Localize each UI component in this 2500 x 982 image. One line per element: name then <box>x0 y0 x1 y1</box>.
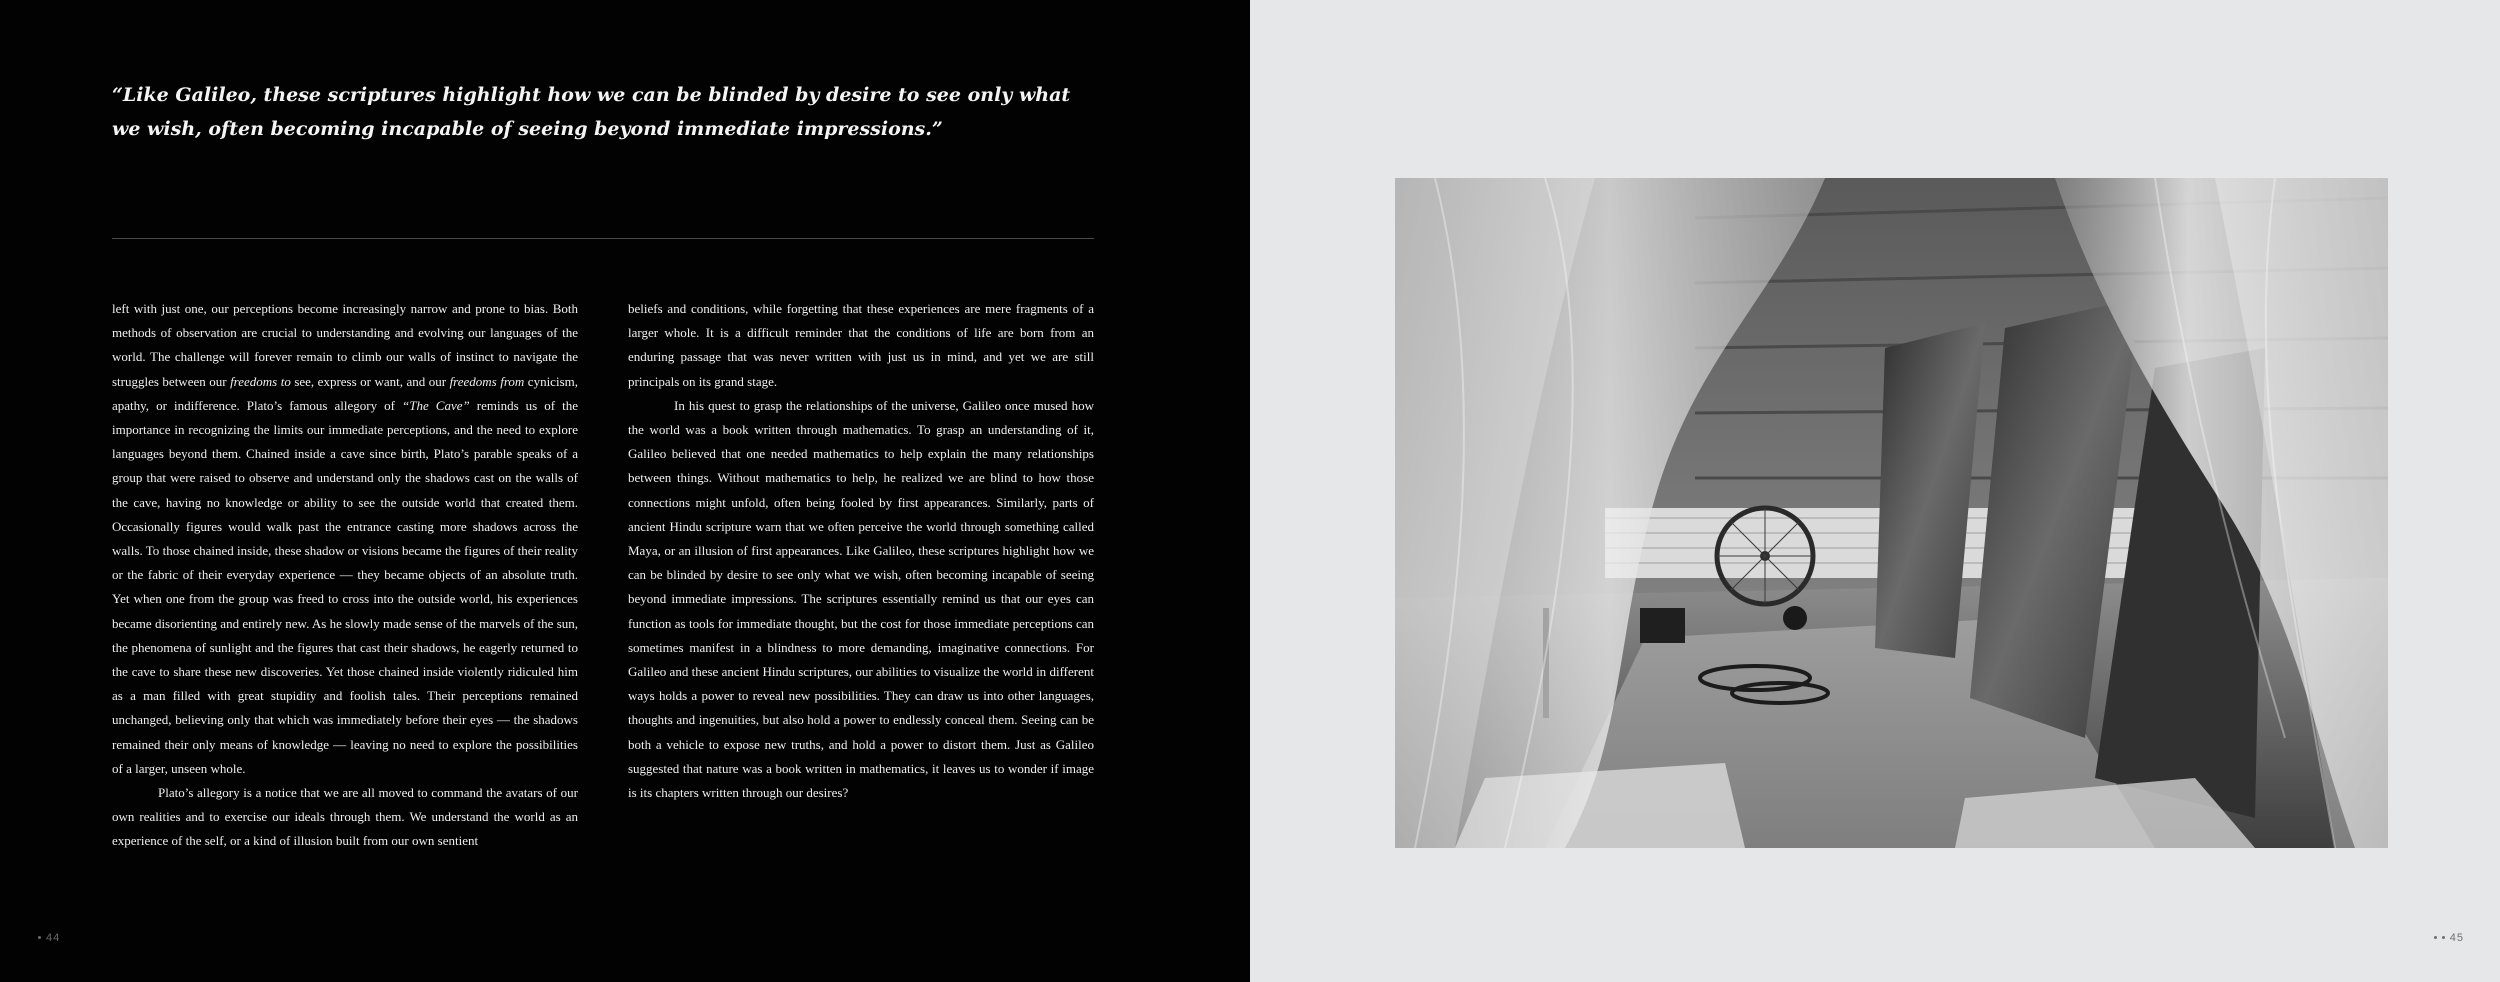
pull-quote: “Like Galileo, these scriptures highlight how we can be blinded by desire to see only what we wish, often becoming incapable of seeing beyond immediate impressions.” <box>112 84 1071 140</box>
page-number-right-value: 45 <box>2449 932 2464 944</box>
page-number-right <box>2434 932 2464 944</box>
p1-emphasis-freedoms-to: freedoms to <box>230 373 291 389</box>
p1-emphasis-the-cave: “The Cave” <box>402 397 470 413</box>
folio-dot-icon <box>2434 936 2437 939</box>
column-2-paragraph-1: beliefs and conditions, while forgetting that these experiences are mere fragments of a larger whole. It is a difficult reminder that the conditions of life are born from an enduring passage that was never written with just us in mind, and yet we are still principals on its grand stage. <box>628 301 1094 389</box>
text-column-2 <box>628 297 1094 805</box>
right-page <box>1250 0 2500 982</box>
column-2-paragraph-2: In his quest to grasp the relationships of the universe, Galileo once mused how the world was a book written through mathematics. To grasp an understanding of it, Galileo believed that one needed mathematics to help explain the many relationships between things. Without mathematics to help, he realized we are blind to how those connections might unfold, often being fooled by first appearances. Similarly, parts of ancient Hindu scripture warn that we often perceive the world through something called Maya, or an illusion of first appearances. Like Galileo, these scriptures highlight how we can be blinded by desire to see only what we wish, often becoming incapable of seeing beyond immediate impressions. The scriptures essentially remind us that our eyes can function as tools for immediate thought, but the cost for those immediate perceptions can sometimes manifest in a blindness to more demanding, imaginative connections. For Galileo and these ancient Hindu scriptures, our abilities to visualize the world in different ways holds a power to reveal new possibilities. They can draw us into other languages, thoughts and ingenuities, but also hold a power to endlessly conceal them. Seeing can be both a vehicle to expose new truths, and hold a power to distort them. Just as Galileo suggested that nature was a book written in mathematics, it leaves us to wonder if image is its chapters written through our desires? <box>628 397 1094 801</box>
page-number-left-value: 44 <box>46 932 61 944</box>
p1-text-c: cynicism, apathy, or indifference. Plato’s famous allegory of <box>112 373 578 413</box>
p1-text-d: reminds us of the importance in recognizing the limits our immediate perceptions, and the need to explore languages beyond them. Chained inside a cave since birth, Plato’s parable speaks of a group that were raised to observe and understand only the shadows cast on the walls of the cave, having no knowledge or ability to see the outside world that created them. Occasionally figures would walk past the entrance casting more shadows across the walls. To those chained inside, these shadow or visions became the figures of their reality or the fabric of their everyday experience — they became objects of an absolute truth. Yet when one from the group was freed to cross into the outside world, his experiences became disorienting and entirely new. As he slowly made sense of the marvels of the sun, the phenomena of sunlight and the figures that cast their shadows, he eagerly returned to the cave to share these new discoveries. Yet those chained inside violently ridiculed him as a man filled with great stupidity and foolish tales. Their perceptions remained unchanged, believing only that which was immediately before their eyes — the shadows remained their only means of knowledge — leaving no need to explore the possibilities of a larger, unseen whole. <box>112 397 579 776</box>
text-column-1 <box>112 297 578 854</box>
photograph-studio-icon <box>1395 178 2388 848</box>
p1-emphasis-freedoms-from: freedoms from <box>449 373 525 389</box>
p1-text-b: see, express or want, and our <box>290 373 450 389</box>
folio-dot-icon <box>2442 936 2445 939</box>
column-1-paragraph-1 <box>112 297 578 781</box>
photograph <box>1395 178 2388 848</box>
page-number-left <box>38 932 60 944</box>
divider-rule <box>112 238 1094 239</box>
column-1-paragraph-2: Plato’s allegory is a notice that we are all moved to command the avatars of our own realities and to exercise our ideals through them. We understand the world as an experience of the self, or a kind of illusion built from our own sentient <box>112 785 578 849</box>
folio-dot-icon <box>38 936 41 939</box>
p1-text-a: left with just one, our perceptions become increasingly narrow and prone to bias. Both methods of observation are crucial to understanding and evolving our languages of the world. The challenge will forever remain to climb our walls of instinct to navigate the struggles between our <box>112 301 578 389</box>
